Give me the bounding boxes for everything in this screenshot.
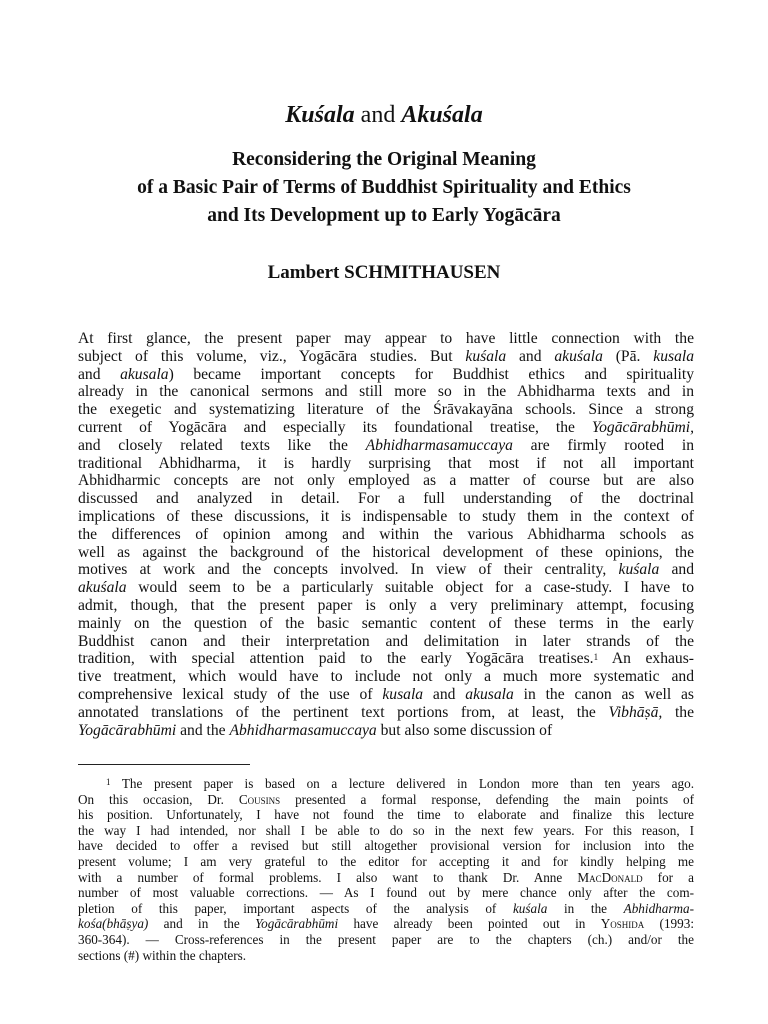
footnote-line	[78, 776, 694, 792]
footnote-line	[78, 823, 694, 839]
author-name-ref: Cousins	[238, 791, 281, 807]
text-run: and closely related texts like the	[78, 436, 366, 454]
text-run: admit, though, that the present paper is only a very preliminary attempt, focusing	[78, 596, 694, 614]
body-paragraph	[78, 330, 694, 739]
body-line	[78, 401, 694, 419]
italic-term: Abhidharmasamuccaya	[229, 721, 377, 739]
body-line	[78, 579, 694, 597]
title-term-akusala: Akuśala	[401, 102, 483, 128]
text-run: well as against the background of the historical development of these opinions, the	[78, 543, 694, 561]
body-line	[78, 490, 694, 508]
footnote-marker: 1	[593, 652, 599, 663]
text-run: tive treatment, which would have to include not only a much more systematic and	[78, 668, 694, 686]
text-run: motives at work and the concepts involved. In view of their centrality,	[78, 561, 619, 579]
author-name-ref: Yoshida	[600, 916, 645, 932]
subtitle-line: of a Basic Pair of Terms of Buddhist Spirituality and Ethics	[137, 177, 631, 198]
text-run: At first glance, the present paper may appear to have little connection with the	[78, 330, 694, 347]
italic-term: kusala	[382, 685, 424, 703]
text-run: annotated translations of the pertinent text portions from, at least, the	[78, 703, 609, 721]
text-run: tradition, with special attention paid to the early Yogācāra treatises.	[78, 650, 594, 668]
text-run: discussed and analyzed in detail. For a full understanding of the doctrinal	[78, 490, 694, 508]
text-run: and	[78, 365, 121, 383]
author-name-ref: MacDonald	[577, 869, 643, 885]
body-line	[78, 366, 694, 384]
body-line	[78, 650, 694, 668]
footnote-line	[78, 916, 694, 932]
text-run: for a	[642, 869, 694, 885]
subtitle-line: and Its Development up to Early Yogācāra	[207, 205, 561, 226]
body-line	[78, 437, 694, 455]
body-line	[78, 383, 694, 401]
text-run: the differences of opinion among and within the various Abhidharma schools as	[78, 525, 694, 543]
footnote-line	[78, 932, 694, 948]
footnote-line	[78, 870, 694, 886]
text-run: the exegetic and systematizing literature of the Śrāvakayāna schools. Since a strong	[78, 401, 694, 419]
italic-term: Yogācārabhūmi,	[591, 418, 694, 436]
text-run: An exhaus-	[598, 650, 694, 668]
text-run: (Pā.	[602, 347, 654, 365]
italic-term: Yogācārabhūmi	[78, 721, 177, 739]
text-run: The present paper is based on a lecture delivered in London more than ten years ago.	[110, 776, 694, 791]
text-run: current of Yogācāra and especially its foundational treatise, the	[78, 418, 592, 436]
footnote-separator	[78, 764, 250, 765]
text-run: Abhidharmic concepts are not only employed as a matter of course but are also	[78, 472, 694, 490]
body-line	[78, 722, 694, 740]
text-run: in the	[547, 900, 624, 916]
body-line	[78, 633, 694, 651]
title-conjunction: and	[360, 102, 396, 128]
footnote-line	[78, 901, 694, 917]
text-run: pletion of this paper, important aspects of the analysis of	[78, 900, 513, 916]
italic-term: akuśala	[554, 347, 603, 365]
subtitle-line: Reconsidering the Original Meaning	[232, 149, 536, 170]
body-line	[78, 544, 694, 562]
text-run: and the	[176, 721, 230, 739]
author-last-name: SCHMITHAUSEN	[344, 262, 501, 283]
text-run: traditional Abhidharma, it is hardly surprising that most if not all important	[78, 454, 694, 472]
text-run: number of most valuable corrections. — As I found out by mere chance only after the com-	[78, 885, 694, 901]
body-line	[78, 508, 694, 526]
text-run: mainly on the question of the basic semantic content of these terms in the early	[78, 614, 694, 632]
text-run: Buddhist canon and their interpretation and delimitation in later strands of the	[78, 632, 694, 650]
paper-title	[0, 102, 768, 129]
text-run: comprehensive lexical study of the use of	[78, 685, 383, 703]
body-line	[78, 348, 694, 366]
text-run: with a number of formal problems. I also want to thank Dr. Anne	[78, 869, 578, 885]
text-run: have decided to offer a revised but still altogether provisional version for inclusion into the	[78, 838, 694, 854]
body-line	[78, 561, 694, 579]
text-run: have already been pointed out in	[338, 916, 601, 932]
text-run: the way I had intended, nor shall I be able to do so in the next few years. For this reason, I	[78, 822, 694, 838]
text-run: and	[506, 347, 555, 365]
body-line	[78, 668, 694, 686]
body-line	[78, 597, 694, 615]
italic-term: kusala	[653, 347, 694, 365]
text-run: the	[662, 703, 694, 721]
italic-term: kośa(bhāṣya)	[78, 916, 149, 932]
text-run: his position. Unfortunately, I have not found the time to elaborate and finalize this lecture	[78, 807, 694, 823]
footnote-line	[78, 948, 694, 964]
text-run: are firmly rooted in	[512, 436, 694, 454]
title-term-kusala: Kuśala	[285, 102, 355, 128]
body-line	[78, 472, 694, 490]
footnote-line	[78, 792, 694, 808]
body-line	[78, 455, 694, 473]
italic-term: kuśala	[512, 900, 548, 916]
text-run: already in the canonical sermons and still more so in the Abhidharma texts and in	[78, 383, 694, 401]
text-run: implications of these discussions, it is indispensable to study them in the context of	[78, 507, 694, 525]
italic-term: kuśala	[465, 347, 507, 365]
text-run: 360-364). — Cross-references in the present paper are to the chapters (ch.) and/or the	[78, 931, 694, 947]
body-line	[78, 330, 694, 348]
italic-term: akusala	[120, 365, 169, 383]
text-run: would seem to be a particularly suitable object for a case-study. I have to	[126, 579, 694, 597]
italic-term: Yogācārabhūmi	[255, 916, 339, 932]
text-run: and in the	[148, 916, 256, 932]
footnote-line	[78, 885, 694, 901]
text-run: sections (#) within the chapters.	[78, 947, 247, 963]
italic-term: Vibhāṣā,	[608, 703, 663, 721]
text-run: subject of this volume, viz., Yogācāra studies. But	[78, 347, 466, 365]
italic-term: kuśala	[618, 561, 660, 579]
text-run: and	[659, 561, 695, 579]
text-run: presented a formal response, defending the main points of	[280, 791, 694, 807]
italic-term: Abhidharmasamuccaya	[365, 436, 513, 454]
italic-term: akuśala	[78, 579, 127, 597]
text-run: (1993:	[644, 916, 694, 932]
body-line	[78, 419, 694, 437]
footnote-line	[78, 854, 694, 870]
text-run: and	[423, 685, 466, 703]
footnote-marker: 1	[106, 777, 111, 787]
italic-term: akusala	[465, 685, 514, 703]
footnote-line	[78, 838, 694, 854]
body-line	[78, 704, 694, 722]
body-line	[78, 526, 694, 544]
body-line	[78, 615, 694, 633]
body-line	[78, 686, 694, 704]
text-run: On this occasion, Dr.	[78, 791, 239, 807]
text-run: ) became important concepts for Buddhist ethics and spirituality	[168, 365, 694, 383]
footnote-line	[78, 807, 694, 823]
text-run: but also some discussion of	[376, 721, 553, 739]
paper-subtitle	[60, 146, 708, 230]
author-first-name: Lambert	[267, 262, 340, 283]
italic-term: Abhidharma-	[623, 900, 694, 916]
footnote-block	[78, 776, 694, 963]
text-run: in the canon as well as	[513, 685, 694, 703]
author-name	[0, 262, 768, 284]
text-run: present volume; I am very grateful to the editor for accepting it and for kindly helping me	[78, 853, 694, 869]
